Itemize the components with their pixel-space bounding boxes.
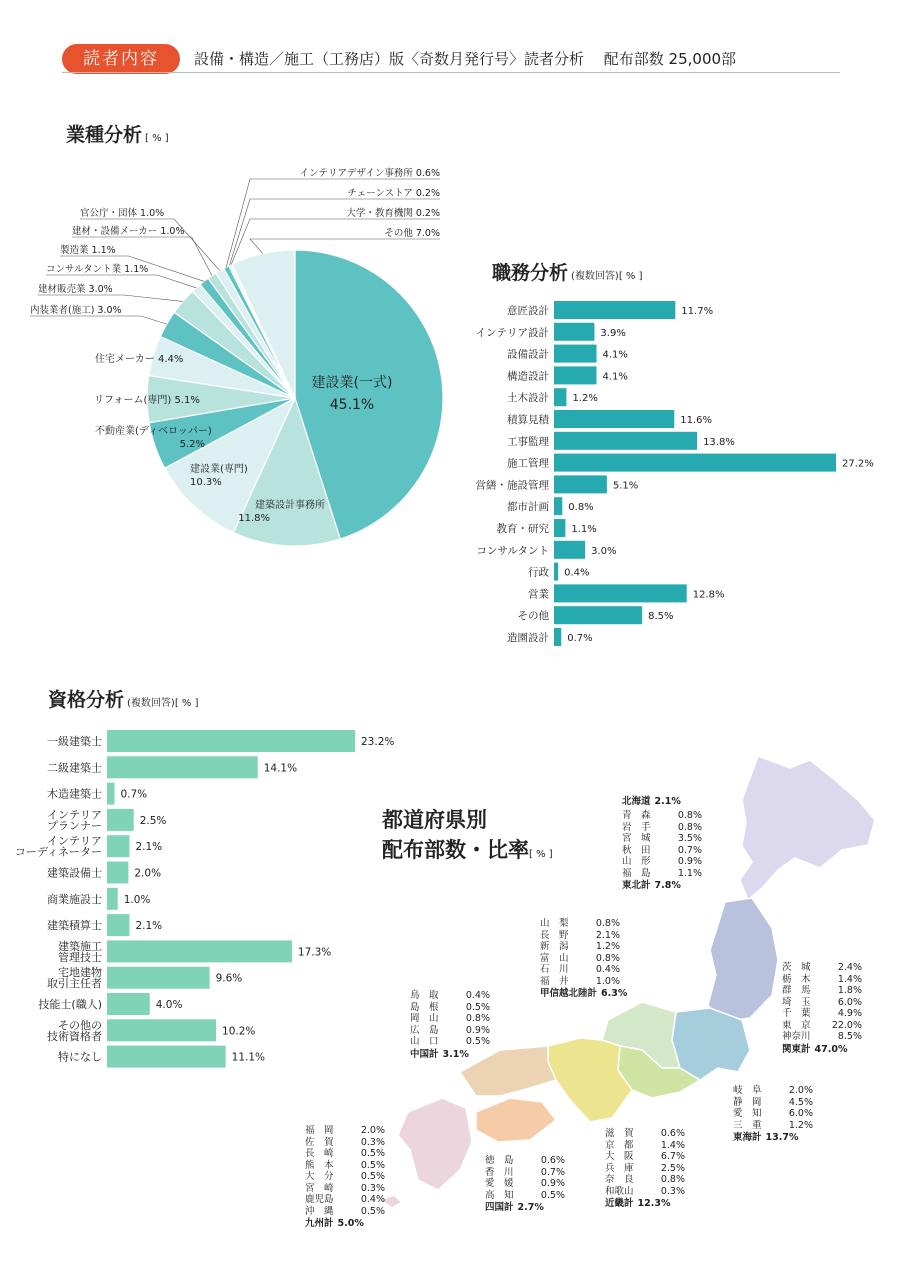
bar-category-label: 営業	[528, 588, 549, 601]
bar-value-label: 11.6%	[680, 415, 713, 426]
map-pref-name: 千 葉	[782, 1008, 811, 1019]
map-pref-value: 0.5%	[360, 1171, 385, 1182]
map-pref-row	[605, 1128, 685, 1140]
map-pref-name: 福 井	[540, 975, 569, 987]
map-pref-row	[782, 974, 862, 986]
map-pref-row	[782, 985, 862, 997]
map-pref-value: 0.8%	[660, 1174, 685, 1185]
map-pref-row	[305, 1194, 385, 1206]
pie-label: リフォーム(専門) 5.1%	[94, 395, 200, 406]
pie-label: 5.2%	[179, 439, 205, 450]
map-group-tohoku	[622, 810, 702, 892]
map-pref-value: 0.7%	[677, 844, 702, 856]
map-pref-row	[782, 1020, 862, 1032]
map-pref-value: 2.1%	[595, 929, 620, 941]
map-pref-value: 2.4%	[837, 962, 862, 973]
map-pref-value: 0.6%	[660, 1128, 685, 1139]
bar	[554, 497, 562, 515]
map-pref-row	[485, 1190, 565, 1202]
bar-category-label: 取引主任者	[47, 977, 102, 991]
map-pref-row	[622, 868, 702, 880]
map-pref-row	[305, 1171, 385, 1183]
header-badge: 読者内容	[62, 44, 180, 74]
map-pref-value: 2.0%	[788, 1085, 813, 1096]
pie-label-main: 建設業(一式)	[311, 375, 393, 391]
map-pref-value: 3.5%	[677, 833, 702, 844]
map-pref-name: 長 崎	[305, 1148, 334, 1159]
bar-category-label: 建築設備士	[47, 866, 102, 880]
bar-category-label: コンサルタント	[476, 544, 549, 557]
pie-label: 不動産業(ディベロッパー)	[95, 426, 212, 437]
bar	[554, 541, 585, 559]
bar-value-label: 0.7%	[567, 633, 593, 644]
map-pref-name: 熊 本	[305, 1159, 334, 1171]
map-group-kanto	[782, 962, 862, 1055]
map-pref-row	[605, 1186, 685, 1198]
map-pref-name: 滋 賀	[605, 1128, 634, 1139]
map-pref-name: 秋 田	[622, 844, 651, 856]
map-pref-row	[782, 1031, 862, 1043]
map-pref-value: 0.5%	[465, 1036, 490, 1047]
bar-value-label: 5.1%	[612, 480, 639, 492]
map-pref-value: 6.0%	[837, 996, 862, 1008]
map-pref-value: 1.4%	[660, 1139, 685, 1151]
map-pref-value: 0.9%	[677, 856, 702, 867]
map-pref-name: 山 梨	[540, 918, 569, 929]
map-pref-value: 6.0%	[788, 1108, 813, 1119]
bar-value-label: 2.1%	[135, 841, 163, 854]
header-title: 設備・構造／施工（工務店）版〈奇数月発行号〉読者分析 配布部数 25,000部	[194, 50, 737, 68]
map-pref-value: 1.1%	[677, 867, 702, 879]
map-pref-row	[540, 964, 627, 976]
bar-category-label: 都市計画	[507, 501, 549, 514]
bar-value-label: 2.5%	[139, 814, 167, 827]
map-group-total: 九州計 5.0%	[305, 1218, 364, 1229]
bar-category-label: コーディネーター	[14, 845, 102, 859]
map-pref-value: 0.3%	[360, 1182, 385, 1194]
bar-category-label: 教育・研究	[496, 523, 549, 535]
map-pref-row	[305, 1206, 385, 1218]
job-bar-chart	[460, 295, 880, 660]
map-pref-name: 宮 崎	[305, 1182, 334, 1194]
map-pref-row	[410, 1013, 490, 1025]
bar-value-label: 4.1%	[602, 349, 628, 361]
pie-label: チェーンストア 0.2%	[347, 188, 440, 199]
bar-category-label: 行政	[528, 566, 549, 579]
map-pref-row	[410, 1002, 490, 1014]
map-pref-name: 愛 媛	[485, 1178, 514, 1189]
map-pref-row	[605, 1174, 685, 1186]
bar-value-label: 0.4%	[564, 567, 590, 579]
bar	[107, 914, 129, 936]
job-title: 職務分析 (複数回答)[ % ]	[492, 262, 643, 284]
map-pref-name: 愛 知	[733, 1108, 762, 1119]
map-pref-value: 1.8%	[837, 985, 862, 996]
bar	[554, 432, 697, 450]
map-pref-row	[622, 845, 702, 857]
map-pref-value: 22.0%	[831, 1019, 862, 1031]
industry-title: 業種分析 [ % ]	[66, 124, 169, 146]
map-pref-row	[305, 1160, 385, 1172]
map-group-shikoku	[485, 1155, 565, 1214]
map-pref-row	[782, 997, 862, 1009]
bar-category-label: 商業施設士	[47, 892, 102, 906]
map-group-hokkaido	[622, 795, 681, 808]
bar	[554, 366, 597, 384]
map-pref-name: 鳥 取	[410, 990, 439, 1001]
map-pref-name: 兵 庫	[605, 1162, 634, 1174]
map-pref-value: 0.5%	[465, 1001, 490, 1013]
bar-value-label: 3.0%	[591, 545, 617, 557]
map-pref-name: 福 島	[622, 867, 651, 879]
map-region-hokkaido	[740, 756, 875, 900]
map-pref-row	[305, 1125, 385, 1137]
map-pref-name: 和歌山	[605, 1185, 634, 1197]
bar-category-label: 構造設計	[507, 370, 549, 383]
bar-category-label: 技能士(職人)	[38, 998, 102, 1011]
map-pref-name: 山 口	[410, 1036, 439, 1047]
map-pref-row	[485, 1167, 565, 1179]
qual-bar-chart	[0, 725, 420, 1080]
map-pref-value: 0.8%	[677, 810, 702, 821]
map-pref-value: 4.5%	[788, 1096, 813, 1108]
map-pref-row	[540, 953, 627, 965]
map-pref-name: 東 京	[782, 1019, 811, 1031]
bar	[107, 783, 114, 805]
bar	[554, 563, 558, 581]
bar	[107, 835, 129, 857]
map-region-kinki	[548, 1038, 632, 1122]
bar	[554, 323, 594, 341]
bar-category-label: 管理技士	[58, 950, 102, 964]
map-pref-row	[485, 1155, 565, 1167]
map-pref-row	[605, 1151, 685, 1163]
map-pref-name: 山 形	[622, 856, 651, 867]
bar-value-label: 11.1%	[231, 1051, 266, 1064]
map-pref-name: 三 重	[733, 1119, 762, 1131]
qual-title: 資格分析 (複数回答)[ % ]	[48, 689, 199, 711]
pie-label: 11.8%	[238, 513, 270, 524]
pie-leader-line	[30, 316, 167, 324]
bar	[554, 410, 674, 428]
pie-value-main: 45.1%	[329, 397, 375, 413]
map-pref-value: 0.3%	[660, 1185, 685, 1197]
map-region-kanto	[672, 1008, 750, 1080]
map-pref-name: 香 川	[485, 1166, 514, 1178]
map-pref-value: 0.4%	[465, 990, 490, 1001]
bar-category-label: その他	[517, 610, 549, 623]
map-pref-name: 高 知	[485, 1189, 514, 1201]
bar-category-label: 造園設計	[507, 632, 549, 644]
pie-label: 建材・設備メーカー 1.0%	[72, 226, 185, 237]
bar-category-label: 営繕・施設管理	[475, 479, 549, 492]
map-pref-name: 鹿児島	[305, 1194, 334, 1205]
map-group-kyushu	[305, 1125, 385, 1230]
bar	[107, 940, 292, 962]
map-pref-value: 0.5%	[360, 1159, 385, 1171]
bar-value-label: 8.5%	[648, 611, 674, 623]
bar	[554, 584, 687, 602]
bar-category-label: 建築施工	[58, 939, 102, 953]
bar-value-label: 1.1%	[571, 524, 597, 535]
bar-category-label: 宅地建物	[58, 966, 102, 980]
bar	[554, 454, 836, 472]
industry-pie-chart	[0, 150, 470, 560]
bar-value-label: 17.3%	[297, 946, 332, 959]
map-pref-value: 0.6%	[540, 1155, 565, 1166]
bar-category-label: インテリア設計	[475, 326, 549, 339]
bar-category-label: 意匠設計	[507, 305, 549, 317]
map-pref-name: 福 岡	[305, 1125, 334, 1136]
bar-value-label: 2.0%	[134, 867, 162, 880]
bar-category-label: インテリア	[47, 834, 102, 848]
bar	[554, 388, 566, 406]
map-pref-row	[305, 1183, 385, 1195]
map-pref-value: 4.9%	[837, 1008, 862, 1019]
bar-value-label: 4.1%	[602, 371, 628, 383]
bar-value-label: 27.2%	[842, 458, 874, 470]
bar-category-label: 積算見積	[507, 414, 549, 426]
bar	[554, 519, 565, 537]
bar-category-label: 二級建築士	[47, 761, 102, 775]
map-pref-value: 0.8%	[677, 821, 702, 833]
bar-value-label: 13.8%	[703, 436, 735, 448]
map-pref-name: 長 野	[540, 929, 569, 941]
map-group-chugoku	[410, 990, 490, 1060]
pie-label: 建築設計事務所	[255, 500, 325, 511]
map-region-tohoku	[708, 898, 778, 1022]
bar	[107, 730, 355, 752]
map-group-total: 中国計 3.1%	[410, 1048, 469, 1060]
map-group-koshinetsu	[540, 918, 627, 1000]
bar	[554, 606, 642, 624]
map-pref-name: 広 島	[410, 1024, 439, 1036]
bar	[554, 475, 607, 493]
bar-value-label: 2.1%	[135, 920, 163, 933]
map-pref-row	[733, 1108, 813, 1120]
map-pref-name: 埼 玉	[782, 996, 811, 1008]
map-pref-value: 0.4%	[595, 964, 620, 975]
pie-label: 大学・教育機関 0.2%	[346, 208, 440, 219]
map-pref-name: 群 馬	[782, 985, 811, 996]
map-pref-name: 富 山	[540, 952, 569, 964]
map-pref-value: 0.8%	[595, 918, 620, 929]
pie-label: 建材販売業 3.0%	[38, 284, 113, 295]
map-pref-row	[782, 1008, 862, 1020]
map-pref-value: 1.2%	[595, 941, 620, 952]
map-pref-name: 大 分	[305, 1171, 334, 1182]
bar-category-label: 木造建築士	[47, 787, 102, 801]
bar-category-label: インテリア	[47, 808, 102, 822]
bar	[107, 967, 210, 989]
bar	[107, 993, 150, 1015]
map-pref-value: 0.5%	[540, 1189, 565, 1201]
map-region-shikoku	[476, 1098, 556, 1142]
pie-label: 住宅メーカー 4.4%	[95, 354, 184, 365]
bar-category-label: 特になし	[58, 1050, 102, 1064]
map-pref-value: 0.8%	[595, 952, 620, 964]
bar-value-label: 4.0%	[155, 999, 183, 1011]
map-pref-name: 佐 賀	[305, 1136, 334, 1148]
map-group-total: 近畿計 12.3%	[605, 1198, 671, 1209]
pie-label: インテリアデザイン事務所 0.6%	[299, 168, 440, 179]
map-pref-value: 2.0%	[360, 1125, 385, 1136]
map-pref-name: 静 岡	[733, 1096, 762, 1108]
map-pref-name: 神奈川	[782, 1031, 811, 1042]
bar	[554, 345, 597, 363]
map-pref-name: 青 森	[622, 810, 651, 821]
map-group-total: 四国計 2.7%	[485, 1202, 544, 1213]
bar-value-label: 9.6%	[215, 972, 243, 985]
map-pref-name: 奈 良	[605, 1174, 634, 1185]
map-pref-value: 6.7%	[660, 1151, 685, 1162]
map-pref-value: 0.3%	[360, 1136, 385, 1148]
map-group-total: 甲信越北陸計 6.3%	[540, 988, 628, 999]
map-pref-row	[540, 976, 627, 988]
map-pref-row	[485, 1178, 565, 1190]
map-group-total: 北海道 2.1%	[622, 796, 681, 807]
map-pref-row	[305, 1148, 385, 1160]
bar-value-label: 11.7%	[681, 306, 714, 317]
bar-category-label: 一級建築士	[47, 735, 102, 748]
map-pref-value: 0.5%	[360, 1148, 385, 1159]
bar-value-label: 12.8%	[692, 589, 725, 601]
map-pref-value: 0.8%	[465, 1013, 490, 1024]
map-pref-value: 0.9%	[465, 1024, 490, 1036]
bar	[107, 809, 134, 831]
map-pref-row	[622, 833, 702, 845]
map-group-total: 東北計 7.8%	[622, 880, 681, 891]
pie-label: 建設業(専門)	[190, 464, 248, 475]
bar-category-label: 土木設計	[507, 392, 549, 405]
map-pref-row	[410, 1036, 490, 1048]
pie-label: コンサルタント業 1.1%	[46, 264, 149, 275]
pie-label: その他 7.0%	[384, 228, 440, 239]
bar-category-label: 施工管理	[507, 457, 549, 470]
bar	[107, 862, 128, 884]
bar-category-label: 技術資格者	[47, 1029, 102, 1043]
bar-value-label: 1.0%	[123, 893, 151, 906]
map-pref-row	[605, 1163, 685, 1175]
map-pref-row	[782, 962, 862, 974]
bar-category-label: その他の	[58, 1018, 102, 1032]
map-pref-value: 0.7%	[540, 1166, 565, 1178]
pie-leader-line	[38, 295, 183, 301]
bar	[554, 301, 675, 319]
bar-category-label: 建築積算士	[47, 919, 102, 933]
map-pref-value: 0.4%	[360, 1194, 385, 1205]
bar-value-label: 0.7%	[120, 788, 148, 801]
map-group-total: 東海計 13.7%	[733, 1132, 799, 1143]
map-pref-row	[622, 810, 702, 822]
bar-value-label: 0.8%	[568, 502, 594, 514]
map-pref-name: 岐 阜	[733, 1085, 762, 1096]
map-pref-row	[410, 1025, 490, 1037]
map-group-total: 関東計 47.0%	[782, 1043, 848, 1055]
map-pref-value: 2.5%	[660, 1162, 685, 1174]
pie-label: 製造業 1.1%	[60, 245, 116, 256]
bar	[554, 628, 561, 646]
bar	[107, 888, 118, 910]
bar-value-label: 3.9%	[600, 327, 626, 339]
map-pref-row	[733, 1120, 813, 1132]
map-pref-name: 石 川	[540, 964, 569, 975]
map-pref-name: 京 都	[605, 1139, 634, 1151]
pie-label: 内装業者(施工) 3.0%	[30, 305, 122, 316]
map-pref-name: 岩 手	[622, 821, 651, 833]
map-pref-value: 1.4%	[837, 973, 862, 985]
map-region-kyushu	[398, 1098, 472, 1190]
map-pref-row	[410, 990, 490, 1002]
map-title: 都道府県別 配布部数・比率[ % ]	[382, 808, 553, 862]
bar	[107, 1019, 216, 1041]
header-rule	[62, 72, 840, 73]
map-pref-value: 0.5%	[360, 1205, 385, 1217]
pie-label: 10.3%	[190, 477, 222, 488]
map-pref-row	[733, 1097, 813, 1109]
map-pref-row	[605, 1140, 685, 1152]
map-pref-row	[540, 918, 627, 930]
map-pref-value: 0.9%	[540, 1178, 565, 1189]
map-pref-name: 栃 木	[782, 973, 811, 985]
map-pref-name: 新 潟	[540, 941, 569, 952]
map-pref-value: 1.0%	[595, 975, 620, 987]
bar-category-label: プランナー	[47, 819, 102, 833]
map-pref-row	[305, 1137, 385, 1149]
map-pref-name: 徳 島	[485, 1155, 514, 1166]
map-pref-row	[540, 941, 627, 953]
map-pref-name: 茨 城	[782, 962, 811, 973]
map-pref-row	[622, 822, 702, 834]
map-pref-value: 8.5%	[837, 1031, 862, 1042]
map-pref-name: 宮 城	[622, 833, 651, 844]
map-pref-name: 島 根	[410, 1001, 439, 1013]
map-pref-row	[540, 930, 627, 942]
map-pref-row	[733, 1085, 813, 1097]
map-pref-name: 岡 山	[410, 1013, 439, 1024]
bar-value-label: 14.1%	[263, 762, 298, 775]
bar-category-label: 工事監理	[507, 435, 549, 448]
bar-value-label: 23.2%	[361, 736, 395, 748]
map-group-kinki	[605, 1128, 685, 1210]
map-group-tokai	[733, 1085, 813, 1144]
bar	[107, 1046, 226, 1068]
bar-value-label: 1.2%	[572, 393, 598, 405]
bar-value-label: 10.2%	[222, 1025, 256, 1038]
map-pref-value: 1.2%	[788, 1119, 813, 1131]
map-pref-row	[622, 856, 702, 868]
pie-label: 官公庁・団体 1.0%	[80, 208, 165, 219]
bar-category-label: 設備設計	[507, 348, 549, 361]
map-pref-name: 大 阪	[605, 1151, 634, 1162]
bar	[107, 756, 258, 778]
map-pref-name: 沖 縄	[305, 1205, 334, 1217]
